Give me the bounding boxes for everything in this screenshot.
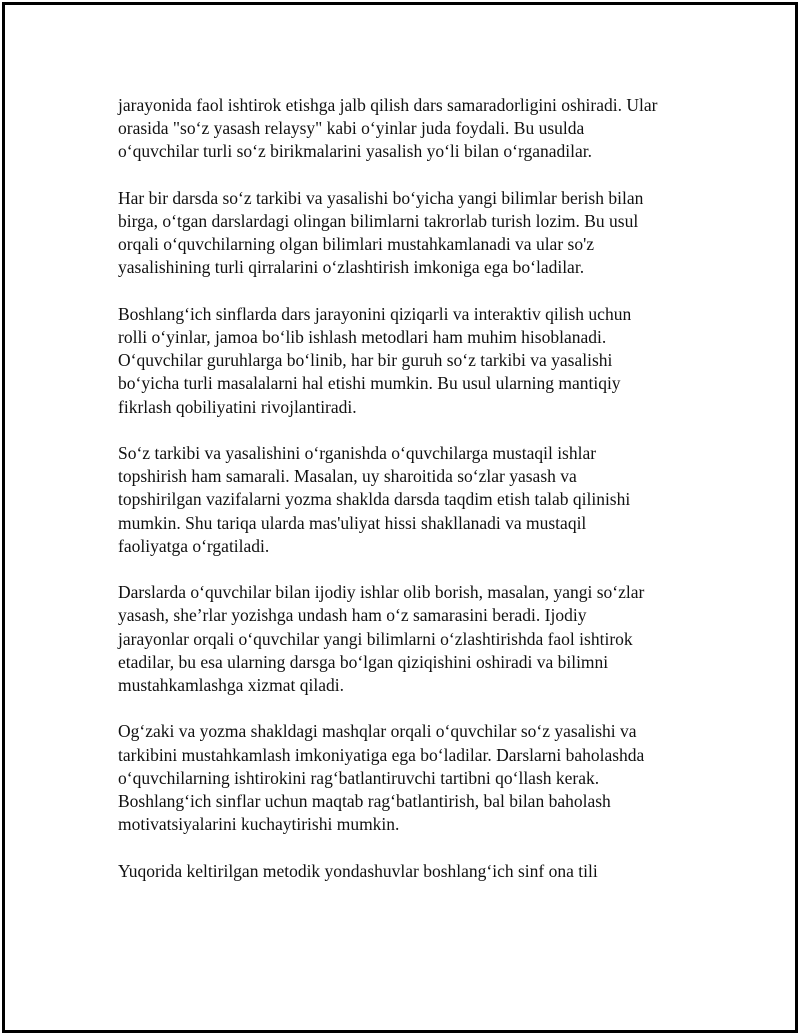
paragraph: So‘z tarkibi va yasalishini o‘rganishda o‘quvchilarga mustaqil ishlar topshirish ham samarali. Masalan, uy sharoitida so‘zlar yasash va topshirilgan vazifalarni yozma shaklda darsda taqdim etish talab qilinishi mumkin. Shu tariqa ularda mas'uliyat hissi shakllanadi va mustaqil faoliyatga o‘rgatiladi. — [118, 443, 631, 556]
paragraph: jarayonida faol ishtirok etishga jalb qilish dars samaradorligini oshiradi. Ular orasida "so‘z yasash relaysy" kabi o‘yinlar juda foydali. Bu usulda o‘quvchilar turli so‘z birikmalarini yasalish yo‘li bilan o‘rganadilar. — [118, 95, 658, 162]
document-body — [118, 94, 718, 906]
paragraph: Boshlang‘ich sinflarda dars jarayonini qiziqarli va interaktiv qilish uchun rolli o‘yinlar, jamoa bo‘lib ishlash metodlari ham muhim hisoblanadi. O‘quvchilar guruhlarga bo‘linib, har bir guruh so‘z tarkibi va yasalishi bo‘yicha turli masalalarni hal etishi mumkin. Bu usul ularning mantiqiy fikrlash qobiliyatini rivojlantiradi. — [118, 303, 632, 417]
paragraph: Yuqorida keltirilgan metodik yondashuvlar boshlang‘ich sinf ona tili — [118, 860, 598, 881]
paragraph: Har bir darsda so‘z tarkibi va yasalishi bo‘yicha yangi bilimlar berish bilan birga, o‘tgan darslardagi olingan bilimlarni takrorlab turish lozim. Bu usul orqali o‘quvchilarning olgan bilimlari mustahkamlanadi va ular so'z yasalishining turli qirralarini o‘zlashtirish imkoniga ega bo‘ladilar. — [118, 187, 644, 278]
paragraph: Darslarda o‘quvchilar bilan ijodiy ishlar olib borish, masalan, yangi so‘zlar yasash, she’rlar yozishga undash ham o‘z samarasini beradi. Ijodiy jarayonlar orqali o‘quvchilar yangi bilimlarni o‘zlashtirishda faol ishtirok etadilar, bu esa ularning darsga bo‘lgan qiziqishini oshiradi va bilimni mustahkamlashga xizmat qiladi. — [118, 582, 645, 696]
paragraph: Og‘zaki va yozma shakldagi mashqlar orqali o‘quvchilar so‘z yasalishi va tarkibini mustahkamlash imkoniyatiga ega bo‘ladilar. Darslarni baholashda o‘quvchilarning ishtirokini rag‘batlantiruvchi tartibni qo‘llash kerak. Boshlang‘ich sinflar uchun maqtab rag‘batlantirish, bal bilan baholash motivatsiyalarini kuchaytirishi mumkin. — [118, 721, 645, 835]
